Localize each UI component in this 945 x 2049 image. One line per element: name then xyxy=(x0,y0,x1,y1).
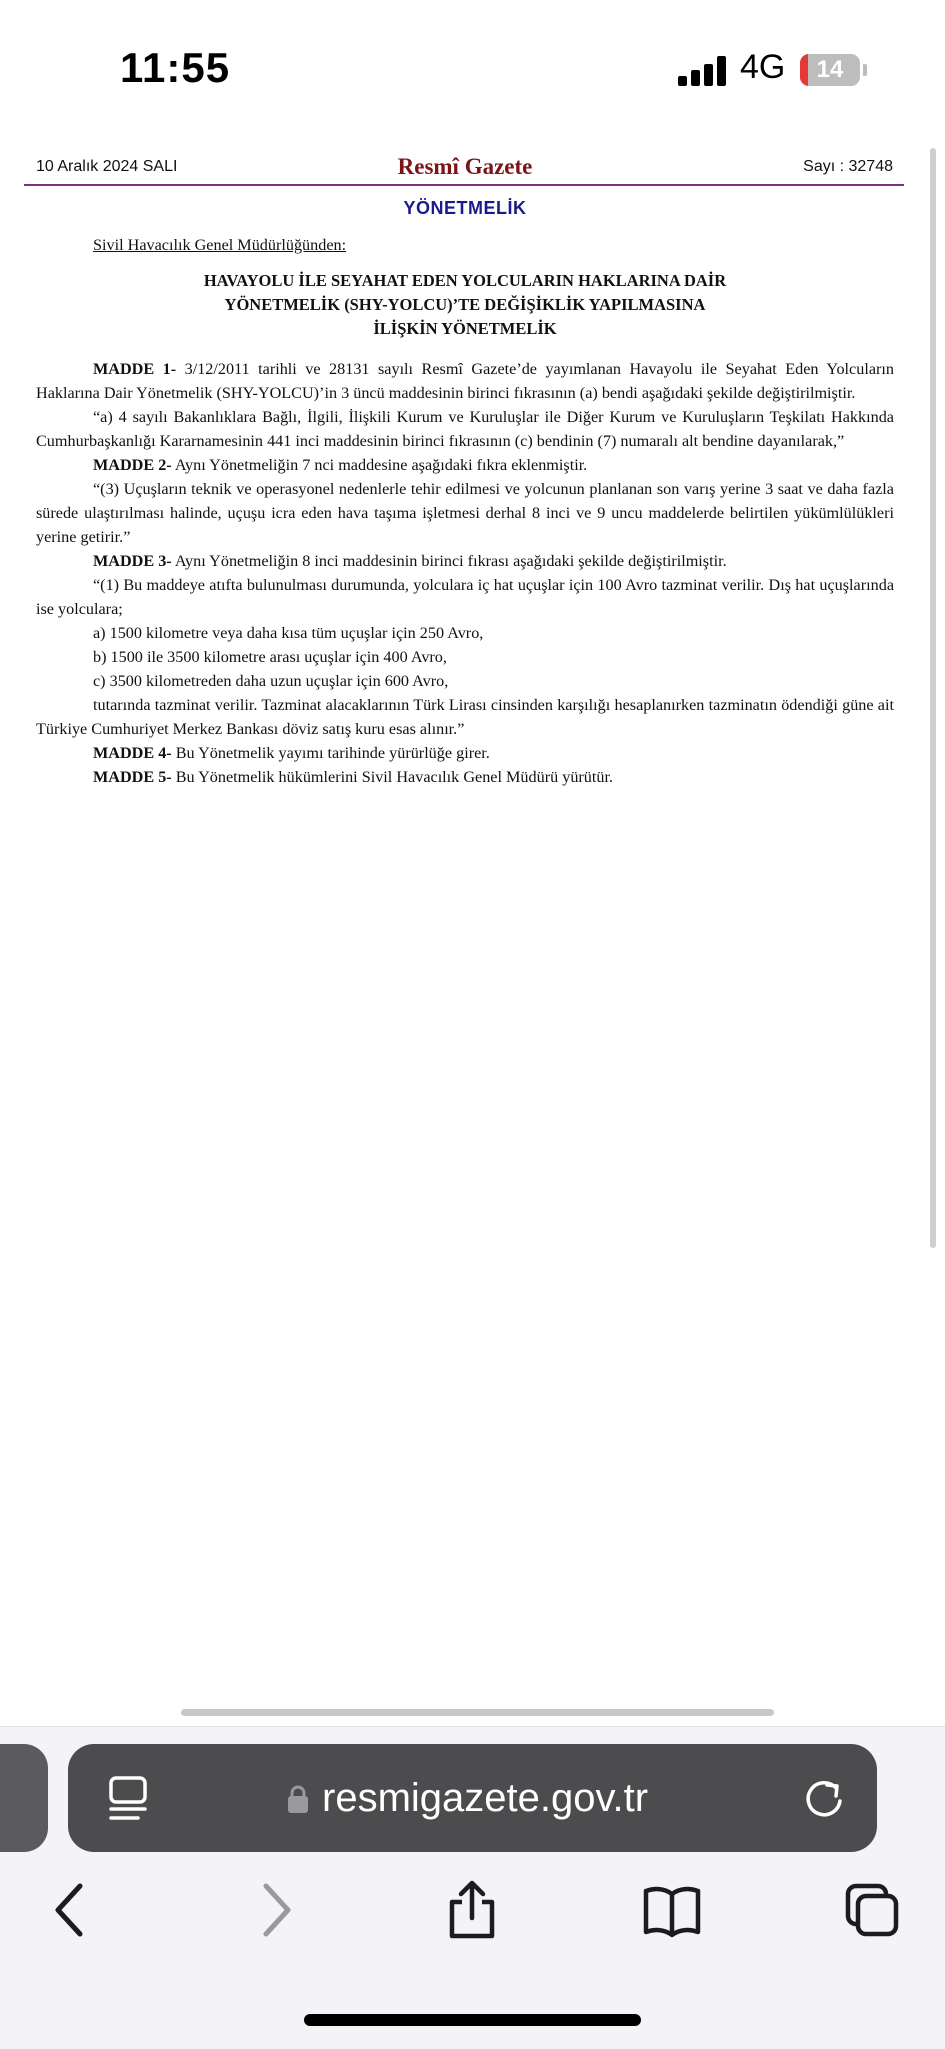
lock-icon xyxy=(286,1784,310,1814)
horizontal-scrollbar[interactable] xyxy=(181,1709,774,1716)
article-text: Aynı Yönetmeliğin 7 nci maddesine aşağıdaki fıkra eklenmiştir. xyxy=(171,456,588,474)
compensation-item: b) 1500 ile 3500 kilometre arası uçuşlar için 400 Avro, xyxy=(93,648,447,666)
article-1 xyxy=(36,357,894,405)
article-4 xyxy=(36,741,894,765)
previous-tab-peek[interactable] xyxy=(0,1744,48,1852)
article-label: MADDE 1- xyxy=(93,360,177,378)
article-3 xyxy=(36,549,894,573)
regulation-body xyxy=(36,233,894,789)
gazette-date: 10 Aralık 2024 SALI xyxy=(36,158,178,175)
compensation-item: a) 1500 kilometre veya daha kısa tüm uçuşlar için 250 Avro, xyxy=(93,624,484,642)
article-5 xyxy=(36,765,894,789)
bookmarks-book-icon[interactable] xyxy=(642,1880,702,1940)
article-text: Bu Yönetmelik hükümlerini Sivil Havacılık Genel Müdürü yürütür. xyxy=(171,768,614,786)
article-2 xyxy=(36,453,894,477)
article-text: Aynı Yönetmeliğin 8 inci maddesinin birinci fıkrası aşağıdaki şekilde değiştirilmiştir. xyxy=(171,552,727,570)
back-chevron-icon[interactable] xyxy=(42,1880,102,1940)
article-2-quote: “(3) Uçuşların teknik ve operasyonel nedenlerle tehir edilmesi ve yolcunun planlanan son varış yerine 3 saat ve daha fazla sürede ulaştırılması halinde, uçuşu icra eden hava taşıma işletmesi derhal 8 inci ve 9 uncu maddelerde belirtilen yükümlülükleri yerine getirir.” xyxy=(36,480,894,546)
battery-icon xyxy=(800,54,860,86)
title-line: İLİŞKİN YÖNETMELİK xyxy=(373,319,557,338)
tabs-icon[interactable] xyxy=(842,1880,902,1940)
url-text[interactable]: resmigazete.gov.tr xyxy=(322,1776,649,1820)
section-heading: YÖNETMELİK xyxy=(403,198,527,218)
issuing-authority: Sivil Havacılık Genel Müdürlüğünden: xyxy=(93,236,347,254)
article-1-quote: “a) 4 sayılı Bakanlıklara Bağlı, İlgili, İlişkili Kurum ve Kuruluşlar ile Diğer Kurum ve Kuruluşların Teşkilatı Hakkında Cumhurbaşkanlığı Kararnamesinin 441 inci maddesinin birinci fıkrasının (c) bendinin (7) numaralı alt bendine dayanılarak,” xyxy=(36,408,894,450)
article-3-quote: “(1) Bu maddeye atıfta bulunulması durumunda, yolculara iç hat uçuşlar için 100 Avro tazminat verilir. Dış hat uçuşlarında ise yolculara; xyxy=(36,576,894,618)
article-label: MADDE 5- xyxy=(93,768,172,786)
network-type: 4G xyxy=(740,48,786,86)
gazette-issue-number: Sayı : 32748 xyxy=(803,158,893,175)
title-line: HAVAYOLU İLE SEYAHAT EDEN YOLCULARIN HAKLARINA DAİR xyxy=(203,271,727,290)
article-text: 3/12/2011 tarihli ve 28131 sayılı Resmî Gazete’de yayımlanan Havayolu ile Seyahat Eden Yolcuların Haklarına Dair Yönetmelik (SHY-YOLCU)’in 3 üncü maddesinin birinci fıkrasının (a) bendi aşağıdaki şekilde değiştirilmiştir. xyxy=(36,360,895,402)
article-3-tail: tutarında tazminat verilir. Tazminat alacaklarının Türk Lirası cinsinden karşılığı hesaplanırken tazminatın ödendiği güne ait Türkiye Cumhuriyet Merkez Bankası döviz satış kuru esas alınır.” xyxy=(36,696,894,738)
share-icon[interactable] xyxy=(442,1880,502,1940)
masthead-divider xyxy=(24,184,904,186)
home-indicator[interactable] xyxy=(304,2014,641,2026)
compensation-item: c) 3500 kilometreden daha uzun uçuşlar için 600 Avro, xyxy=(93,672,449,690)
vertical-scrollbar[interactable] xyxy=(930,148,936,1248)
article-label: MADDE 4- xyxy=(93,744,172,762)
battery-level: 14 xyxy=(816,56,844,83)
title-line: YÖNETMELİK (SHY-YOLCU)’TE DEĞİŞİKLİK YAPILMASINA xyxy=(224,295,706,314)
battery-tip xyxy=(863,64,867,76)
reader-mode-icon[interactable] xyxy=(108,1774,148,1822)
gazette-masthead: Resmî Gazete xyxy=(397,154,533,179)
regulation-title xyxy=(36,269,894,341)
cellular-signal-icon xyxy=(678,56,728,86)
status-time: 11:55 xyxy=(120,44,231,91)
article-label: MADDE 2- xyxy=(93,456,172,474)
forward-chevron-icon[interactable] xyxy=(244,1880,304,1940)
reload-icon[interactable] xyxy=(802,1777,846,1821)
article-label: MADDE 3- xyxy=(93,552,172,570)
article-text: Bu Yönetmelik yayımı tarihinde yürürlüğe girer. xyxy=(171,744,490,762)
